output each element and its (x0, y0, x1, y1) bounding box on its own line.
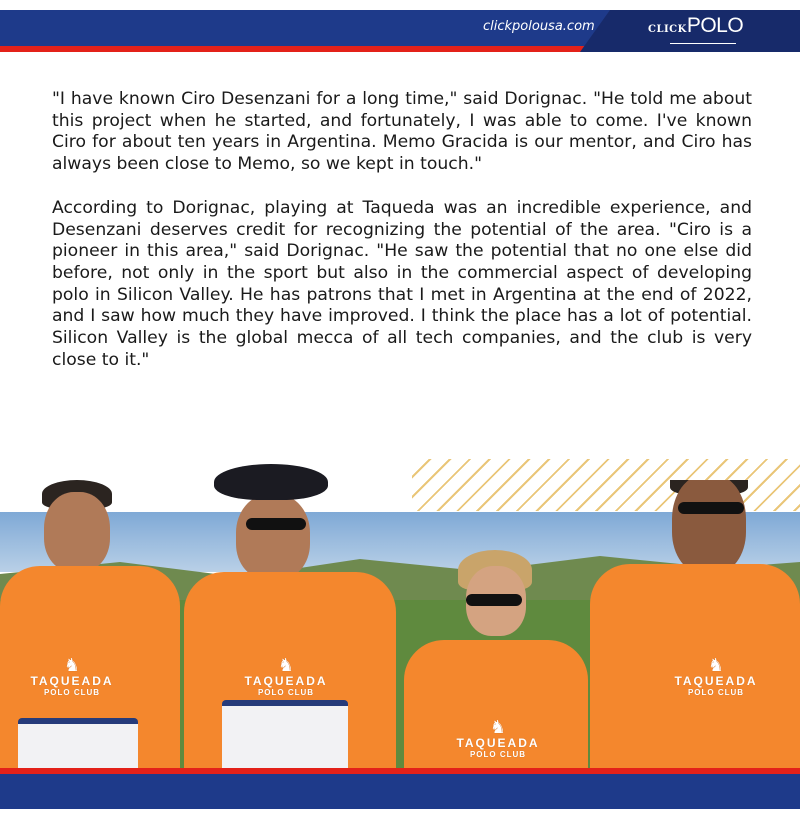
horse-icon: ♞ (277, 655, 295, 675)
person-2-sunglasses (246, 518, 306, 530)
horse-icon: ♞ (489, 717, 507, 737)
logo-underline (670, 43, 736, 44)
article-paragraph-1: "I have known Ciro Desenzani for a long time," said Dorignac. "He told me about this project when he started, and fortunately, I was able to come. I've known Ciro for about ten years in Argentina. Memo Gracida is our mentor, and Ciro has always been close to Memo, so we kept in touch." (52, 89, 752, 175)
person-1-head (44, 492, 110, 572)
shirt-logo-2: ♞ TAQUEADA POLO CLUB (226, 656, 346, 697)
article-paragraph-2: According to Dorignac, playing at Taqueda was an incredible experience, and Desenzani deserves credit for recognizing the potential of the area. "Ciro is a pioneer in this area," said Dorignac. "He saw the potential that no one else did before, not only in the sport but also in the commercial aspect of developing polo in Silicon Valley. He has patrons that I met in Argentina at the end of 2022, and I saw how much they have improved. I think the place has a lot of potential. Silicon Valley is the global mecca of all tech companies, and the club is very close to it." (52, 197, 752, 370)
person-3-sunglasses (466, 594, 522, 606)
header-red-stripe (0, 46, 610, 52)
team-photo (0, 480, 800, 770)
person-2-head (236, 494, 310, 580)
site-url[interactable]: clickpolousa.com (483, 19, 595, 34)
horse-icon: ♞ (707, 655, 725, 675)
logo-polo-text: POLO (686, 14, 744, 37)
person-4-head (672, 480, 746, 574)
footer-blue-bar (0, 774, 800, 809)
beret-hat (214, 464, 328, 500)
gift-bag-2 (222, 700, 348, 770)
clickpolo-logo[interactable] (648, 14, 743, 38)
person-4-sunglasses (678, 502, 744, 514)
gift-bag-1 (18, 718, 138, 770)
shirt-logo-1: ♞ TAQUEADA POLO CLUB (12, 656, 132, 697)
article-body (52, 89, 752, 371)
shirt-logo-4: ♞ TAQUEADA POLO CLUB (656, 656, 776, 697)
shirt-logo-3: ♞ TAQUEADA POLO CLUB (438, 718, 558, 759)
header-banner (0, 0, 800, 56)
horse-icon: ♞ (63, 655, 81, 675)
logo-click-text: CLICK (648, 24, 687, 35)
